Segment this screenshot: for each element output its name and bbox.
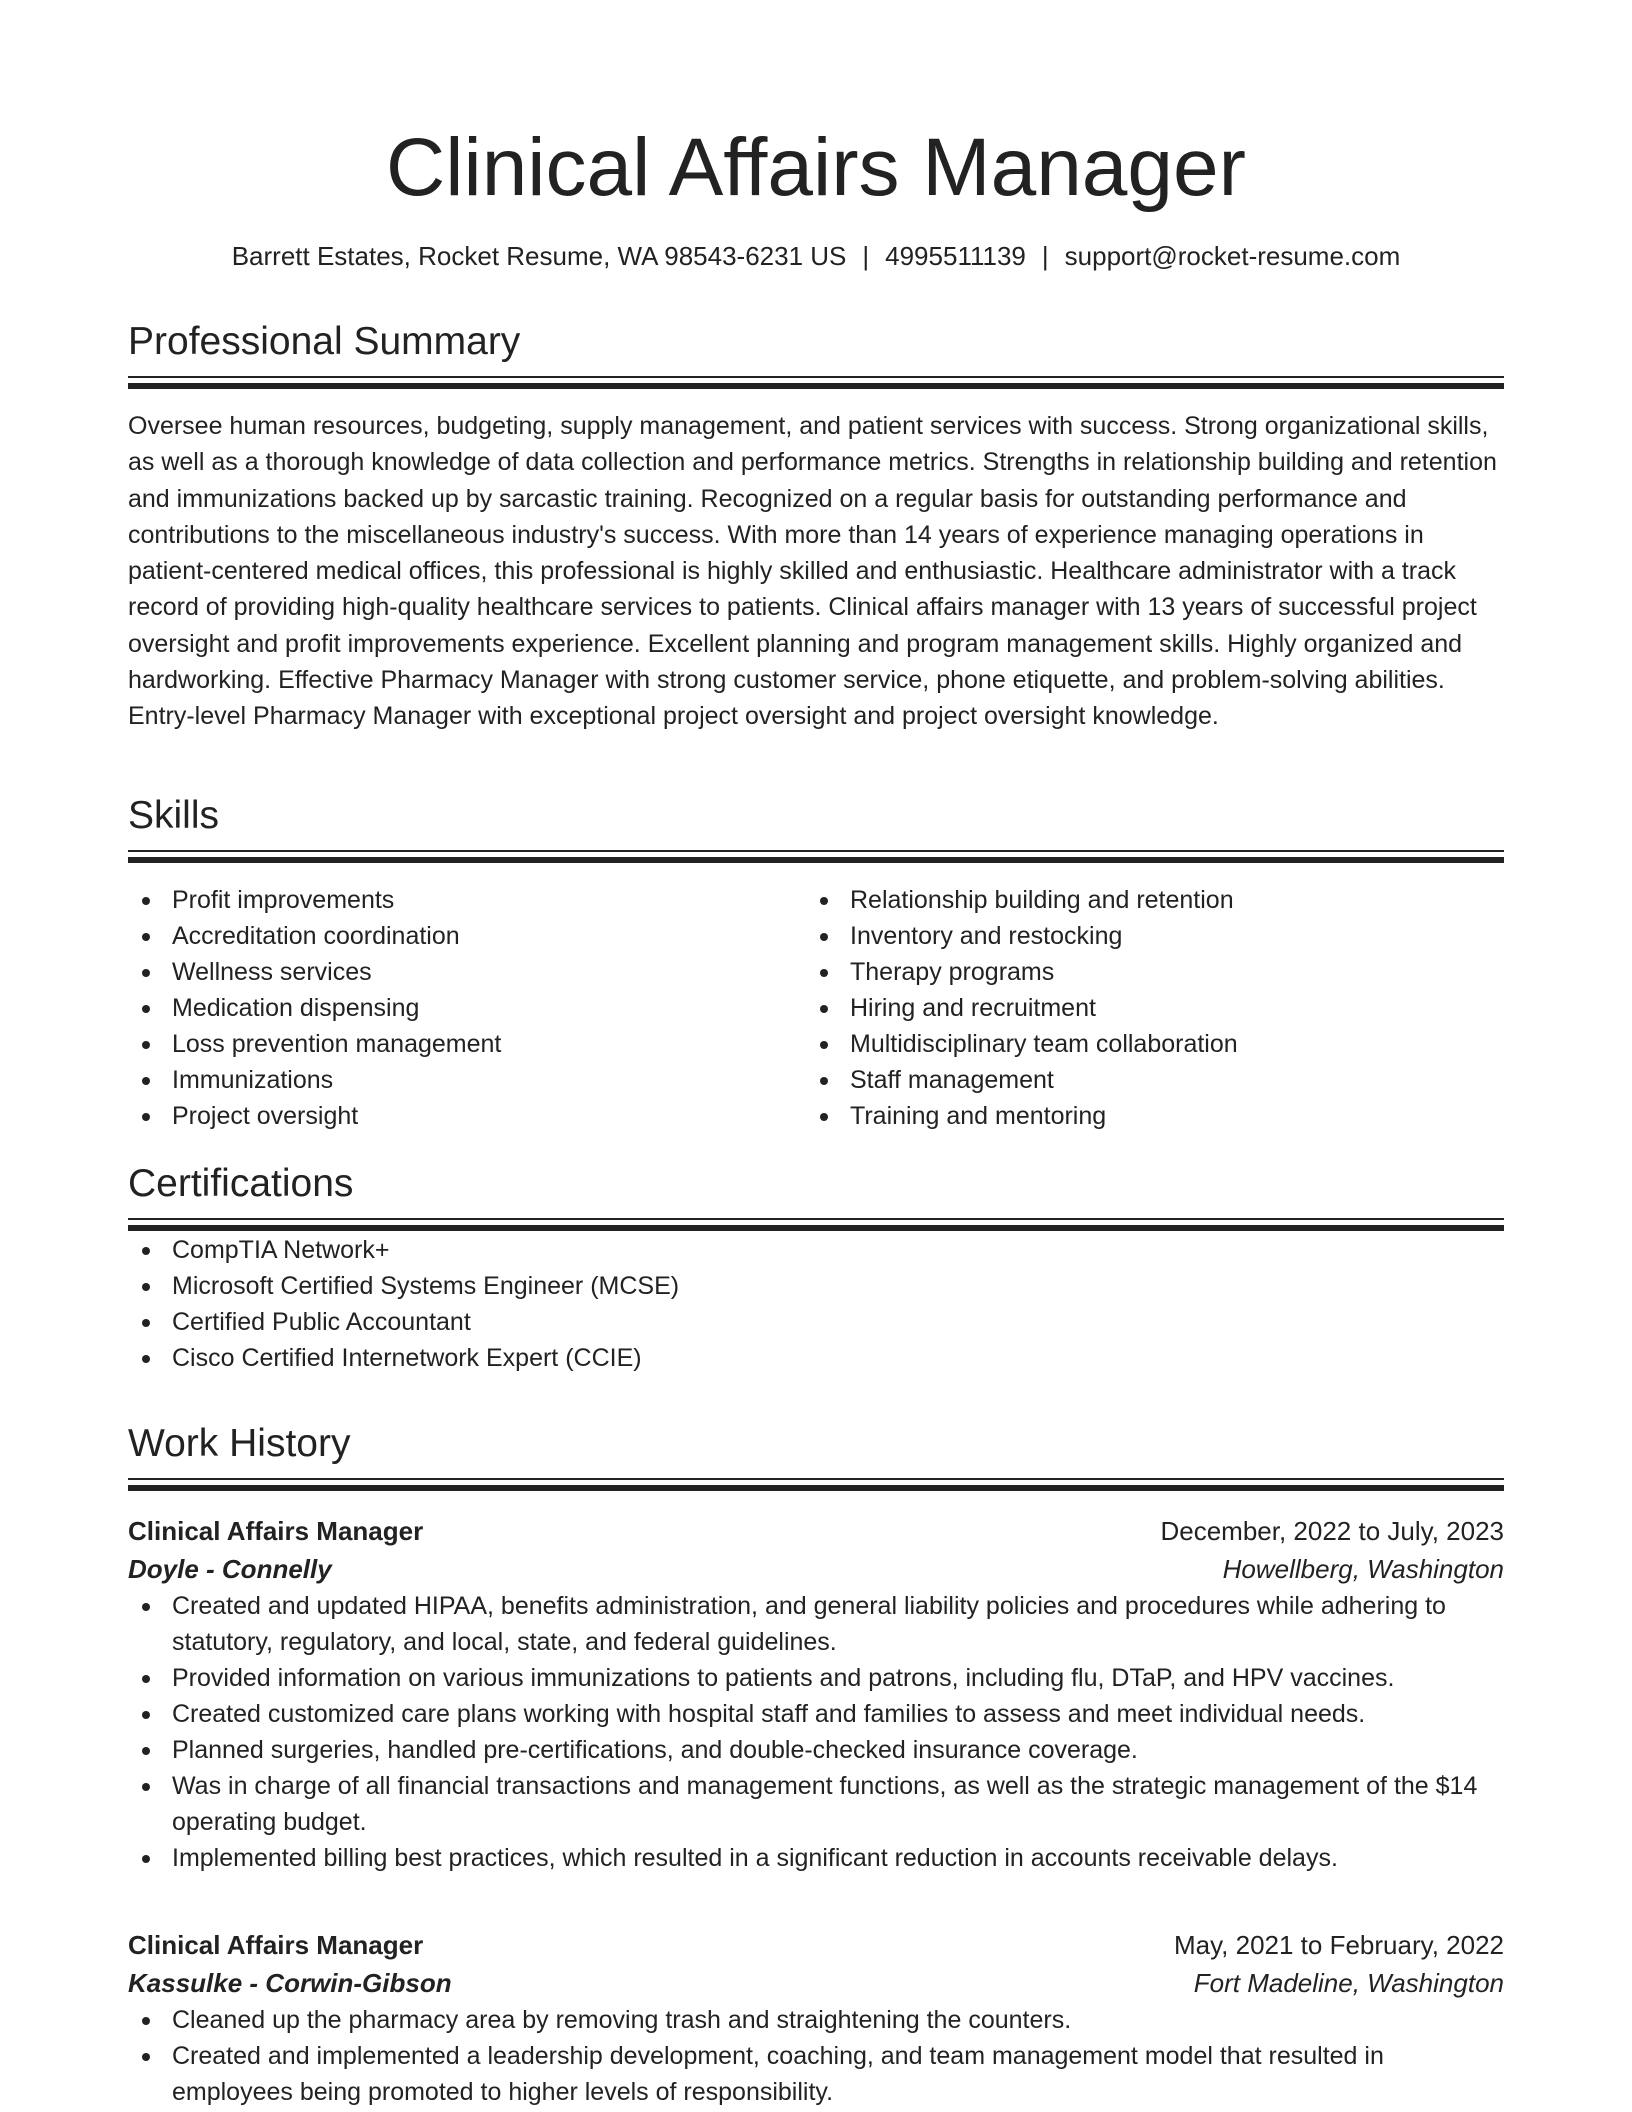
certification-item: CompTIA Network+ [128,1232,1504,1268]
job-entry [128,1926,1504,2110]
responsibility-item: Created and implemented a leadership development, coaching, and team management model that resulted in employees being promoted to higher levels of responsibility. [128,2038,1504,2110]
responsibility-item: Planned surgeries, handled pre-certifications, and double-checked insurance coverage. [128,1732,1504,1768]
skills-column-left [128,882,806,1134]
work-history-heading: Work History [128,1422,351,1465]
contact-email[interactable]: support@rocket-resume.com [1064,241,1401,271]
section-divider [128,1218,1504,1232]
job-dates: December, 2022 to July, 2023 [1160,1516,1504,1546]
summary-heading: Professional Summary [128,320,521,363]
certification-item: Microsoft Certified Systems Engineer (MCSE) [128,1268,1504,1304]
job-dates: May, 2021 to February, 2022 [1173,1930,1504,1960]
work-history-section [128,1420,1504,1492]
job-location: Howellberg, Washington [1222,1554,1504,1584]
job-company: Kassulke - Corwin-Gibson [128,1968,452,1998]
summary-text: Oversee human resources, budgeting, supply management, and patient services with success. Strong organizational skills, as well as a thorough knowledge of data collection and performance metrics. Strengths in relationship building and retention and immunizations backed up by sarcastic training. Recognized on a regular basis for outstanding performance and contributions to the miscellaneous industry's success. With more than 14 years of experience managing operations in patient-centered medical offices, this professional is highly skilled and enthusiastic. Healthcare administrator with a track record of providing high-quality healthcare services to patients. Clinical affairs manager with 13 years of successful project oversight and profit improvements experience. Excellent planning and program management skills. Highly organized and hardworking. Effective Pharmacy Manager with strong customer service, phone etiquette, and problem-solving abilities. Entry-level Pharmacy Manager with exceptional project oversight and project oversight knowledge. [128,412,1497,731]
job-title: Clinical Affairs Manager [128,1930,424,1960]
skill-item: Staff management [806,1062,1504,1098]
contact-separator: | [1041,241,1049,271]
job-location: Fort Madeline, Washington [1193,1968,1504,1998]
skills-list-left [128,882,806,1134]
skill-item: Hiring and recruitment [806,990,1504,1026]
page-title: Clinical Affairs Manager [386,122,1246,213]
skills-list-right [806,882,1504,1134]
job-responsibilities [128,1588,1504,1876]
responsibility-item: Created and updated HIPAA, benefits administration, and general liability policies and procedures while adhering to statutory, regulatory, and local, state, and federal guidelines. [128,1588,1504,1660]
responsibility-item: Provided information on various immunizations to patients and patrons, including flu, DTaP, and HPV vaccines. [128,1660,1504,1696]
skill-item: Relationship building and retention [806,882,1504,918]
skill-item: Accreditation coordination [128,918,806,954]
job-title: Clinical Affairs Manager [128,1516,424,1546]
certifications-section [128,1160,1504,1376]
certification-item: Certified Public Accountant [128,1304,1504,1340]
job-entry [128,1512,1504,1876]
contact-phone: 4995511139 [885,241,1026,271]
skill-item: Wellness services [128,954,806,990]
certification-item: Cisco Certified Internetwork Expert (CCIE) [128,1340,1504,1376]
contact-line [128,238,1504,274]
skills-column-right [806,882,1504,1134]
certifications-list [128,1232,1504,1376]
skill-item: Loss prevention management [128,1026,806,1062]
skill-item: Immunizations [128,1062,806,1098]
section-divider [128,1478,1504,1492]
job-header-row [128,1926,1504,1964]
skill-item: Profit improvements [128,882,806,918]
summary-section [128,318,1504,735]
skill-item: Inventory and restocking [806,918,1504,954]
section-divider [128,850,1504,864]
job-company: Doyle - Connelly [128,1554,332,1584]
skill-item: Training and mentoring [806,1098,1504,1134]
skill-item: Therapy programs [806,954,1504,990]
job-subheader-row [128,1964,1504,2002]
job-responsibilities [128,2002,1504,2110]
skill-item: Project oversight [128,1098,806,1134]
certifications-heading: Certifications [128,1162,354,1205]
responsibility-item: Implemented billing best practices, which resulted in a significant reduction in accounts receivable delays. [128,1840,1504,1876]
skills-heading: Skills [128,794,220,837]
contact-separator: | [862,241,870,271]
section-divider [128,376,1504,390]
job-header-row [128,1512,1504,1550]
skill-item: Medication dispensing [128,990,806,1026]
skills-grid [128,882,1504,1134]
skills-section [128,792,1504,1134]
job-subheader-row [128,1550,1504,1588]
responsibility-item: Cleaned up the pharmacy area by removing trash and straightening the counters. [128,2002,1504,2038]
skill-item: Multidisciplinary team collaboration [806,1026,1504,1062]
contact-address: Barrett Estates, Rocket Resume, WA 98543-6231 US [231,241,847,271]
responsibility-item: Was in charge of all financial transactions and management functions, as well as the strategic management of the $14 operating budget. [128,1768,1504,1840]
responsibility-item: Created customized care plans working with hospital staff and families to assess and meet individual needs. [128,1696,1504,1732]
